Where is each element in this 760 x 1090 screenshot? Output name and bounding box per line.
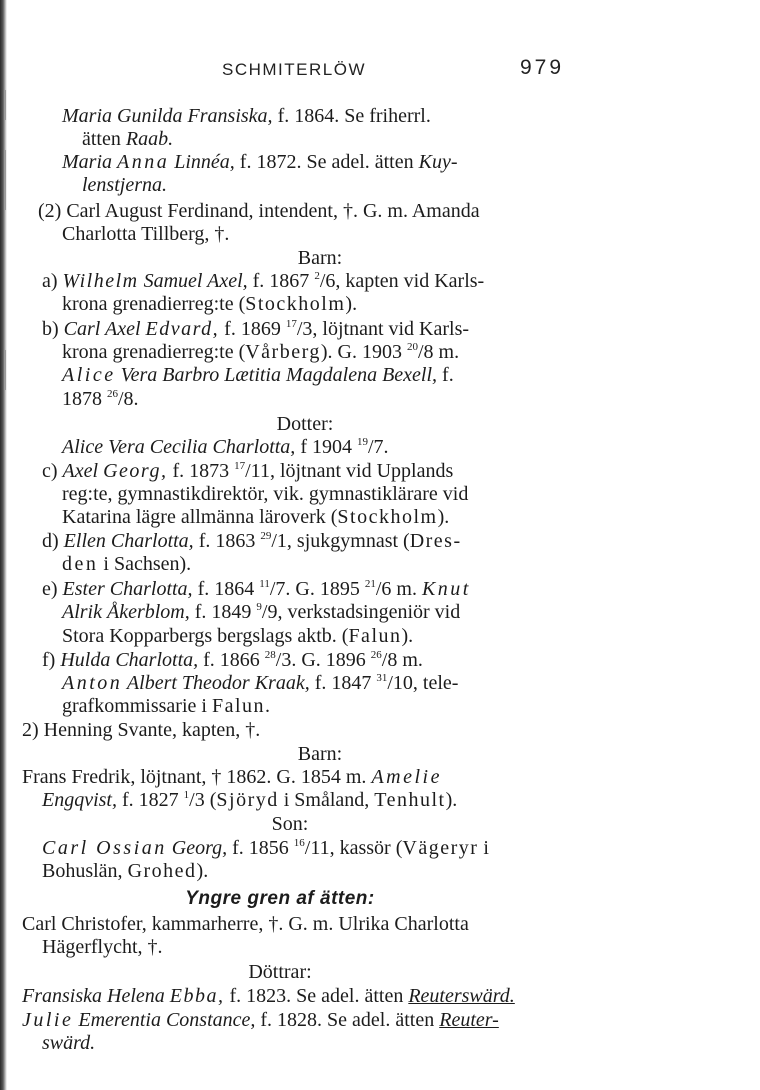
section-label: Döttrar: [248,961,312,983]
text-line: krona grenadierreg:te (Stockholm). [62,293,358,315]
running-header-title: SCHMITERLÖW [222,60,366,79]
text-line: den i Sachsen). [62,553,192,575]
text-line: Alrik Åkerblom, f. 1849 $^9$/9, verkstadsingeniör vid [62,601,461,623]
section-label: Barn: [297,743,343,765]
text-line: Engqvist, f. 1827 $^1$/3 (Sjöryd i Småland, Tenhult). [42,789,458,811]
text-line: Maria Gunilda Fransiska, f. 1864. Se friherrl. [62,105,431,127]
section-label: Dotter: [276,413,334,435]
text-line: Stora Kopparbergs bergslags aktb. (Falun). [62,625,414,647]
text-line: c) Axel Georg, f. 1873 $^{17}$/11, löjtnant vid Upplands [42,460,454,482]
text-line: a) Wilhelm Samuel Axel, f. 1867 $^2$/6, kapten vid Karls- [42,270,485,292]
text-line: Bohuslän, Grohed). [42,860,209,882]
section-label: Son: [271,813,309,835]
text-line: Carl Ossian Georg, f. 1856 $^{16}$/11, kassör (Vägeryr i [42,837,489,859]
text-line: grafkommissarie i Falun. [62,695,271,717]
edge-mark [4,150,6,210]
text-line: Katarina lägre allmänna läroverk (Stockholm). [62,506,450,528]
text-line: lenstjerna. [82,174,167,196]
section-heading: Yngre gren af ätten: [185,888,375,909]
text-line: krona grenadierreg:te (Vårberg). G. 1903 $^{20}$/8 m. [62,341,460,363]
text-line: Anton Albert Theodor Kraak, f. 1847 $^{31}$/10, tele- [62,672,459,694]
text-line: f) Hulda Charlotta, f. 1866 $^{28}$/3. G. 1896 $^{26}$/8 m. [42,649,423,671]
text-line: Julie Emerentia Constance, f. 1828. Se adel. ätten Reuter- [22,1009,499,1031]
text-line: Charlotta Tillberg, †. [62,223,230,245]
text-line: Fransiska Helena Ebba, f. 1823. Se adel. ätten Reuterswärd. [22,985,515,1007]
text-line: ätten Raab. [82,128,174,150]
text-line: Frans Fredrik, löjtnant, † 1862. G. 1854 m. Amelie [22,766,442,788]
text-line: Maria Anna Linnéa, f. 1872. Se adel. ätten Kuy- [62,151,458,173]
text-line: d) Ellen Charlotta, f. 1863 $^{29}$/1, sjukgymnast (Dres- [42,530,462,552]
section-label: Barn: [297,247,343,269]
page-number: 979 [520,56,565,79]
text-line: b) Carl Axel Edvard, f. 1869 $^{17}$/3, löjtnant vid Karls- [42,318,470,340]
edge-mark [4,350,6,390]
text-line: Hägerflycht, †. [42,936,163,958]
page-binding-edge [0,0,7,1090]
text-line: reg:te, gymnastikdirektör, vik. gymnastiklärare vid [62,483,469,505]
text-line: e) Ester Charlotta, f. 1864 $^{11}$/7. G. 1895 $^{21}$/6 m. Knut [42,578,471,600]
text-line: Carl Christofer, kammarherre, †. G. m. Ulrika Charlotta [22,913,469,935]
text-line: swärd. [42,1032,96,1054]
text-line: (2) Carl August Ferdinand, intendent, †. G. m. Amanda [38,200,480,222]
text-line: Alice Vera Cecilia Charlotta, f 1904 $^{19}$/7. [62,436,389,458]
text-line: Alice Vera Barbro Lætitia Magdalena Bexell, f. [62,364,454,386]
text-line: 1878 $^{26}$/8. [62,388,139,410]
text-line: 2) Henning Svante, kapten, †. [22,719,261,741]
edge-mark [4,90,6,120]
